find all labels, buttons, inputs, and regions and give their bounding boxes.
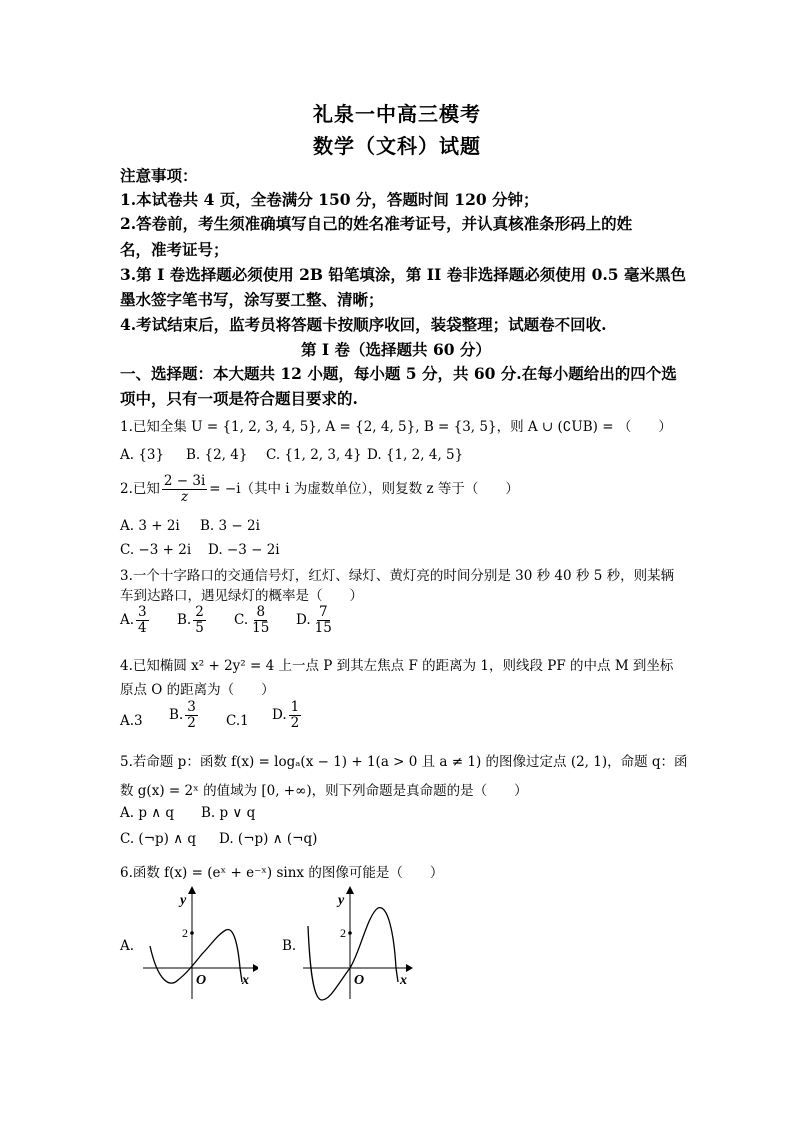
tick-label: 2	[182, 926, 188, 940]
notice-item-1: 1.本试卷共 4 页，全卷满分 150 分，答题时间 120 分钟；	[120, 190, 539, 209]
q5-option-b: B. p ∨ q	[201, 805, 256, 821]
x-label: x	[400, 973, 407, 988]
notice-item-3a: 3.第 I 卷选择题必须使用 2B 铅笔填涂，第 II 卷非选择题必须使用 0.5 毫米黑色	[120, 265, 686, 284]
q1-option-c: C. {1, 2, 3, 4}	[266, 447, 362, 463]
section1-line-a: 一、选择题：本大题共 12 小题，每小题 5 分，共 60 分.在每小题给出的四个选	[120, 364, 677, 383]
y-axis-arrow	[188, 886, 196, 894]
exam-subtitle: 数学（文科）试题	[313, 134, 481, 158]
notice-item-4: 4.考试结束后，监考员将答题卡按顺序收回，装袋整理；试题卷不回收.	[120, 315, 607, 334]
notice-item-2b: 名，准考证号；	[120, 240, 229, 259]
q5-option-a: A. p ∧ q	[120, 805, 175, 821]
q6-stem: 6.函数 f(x) = (eˣ + e⁻ˣ) sinx 的图像可能是（ ）	[120, 865, 444, 881]
q1-option-b: B. {2, 4}	[186, 447, 248, 463]
x-axis-arrow	[406, 964, 413, 972]
q4-stem-b: 原点 O 的距离为（ ）	[120, 682, 275, 698]
q2-option-a: A. 3 + 2i	[120, 518, 180, 534]
tick-point	[348, 931, 352, 935]
notice-heading: 注意事项：	[120, 166, 198, 185]
q4-option-d	[272, 700, 303, 731]
q3-option-c	[234, 605, 273, 636]
q6-graph-a	[138, 884, 258, 1004]
q3-c-label: C.	[234, 611, 249, 628]
tick-label: 2	[340, 926, 346, 940]
origin-label: O	[196, 973, 207, 988]
x-axis-arrow	[253, 964, 258, 972]
exam-title: 礼泉一中高三模考	[313, 102, 481, 126]
q2-stem	[120, 474, 519, 505]
q3-option-a	[120, 605, 151, 636]
y-label: y	[338, 893, 345, 908]
section1-line-b: 项中，只有一项是符合题目要求的.	[120, 389, 358, 408]
q5-stem-a: 5.若命题 p：函数 f(x) = logₐ(x − 1) + 1(a > 0 且 a ≠ 1) 的图像过定点 (2, 1)，命题 q：函	[120, 754, 688, 770]
q4-option-c: C.1	[226, 713, 249, 729]
q1-option-d: D. {1, 2, 4, 5}	[367, 447, 464, 463]
q2-option-d: D. −3 − 2i	[208, 542, 280, 558]
q1-stem: 1.已知全集 U = {1, 2, 3, 4, 5}, A = {2, 4, 5}, B = {3, 5}，则 A ∪ (∁UB) = （ ）	[120, 419, 672, 435]
q6-option-b-label: B.	[282, 938, 297, 954]
q4-stem-a: 4.已知椭圆 x² + 2y² = 4 上一点 P 到其左焦点 F 的距离为 1，则线段 PF 的中点 M 到坐标	[120, 658, 674, 674]
y-axis-arrow	[346, 886, 354, 894]
q3-stem-a: 3.一个十字路口的交通信号灯，红灯、绿灯、黄灯亮的时间分别是 30 秒 40 秒 5 秒，则某辆	[120, 568, 675, 584]
q3-option-b	[177, 605, 208, 636]
q4-option-a: A.3	[120, 713, 143, 729]
q3-c-num: 8	[256, 604, 266, 620]
notice-item-2a: 2.答卷前，考生须准确填写自己的姓名准考证号，并认真核准条形码上的姓	[120, 214, 633, 233]
q4-option-b	[169, 700, 200, 731]
part1-title: 第 I 卷（选择题共 60 分）	[301, 340, 491, 359]
q6-option-a-label: A.	[120, 938, 135, 954]
q2-suffix: = −i（其中 i 为虚数单位），则复数 z 等于（ ）	[209, 480, 519, 497]
q4-d-num: 1	[290, 699, 300, 715]
q3-d-num: 7	[318, 604, 328, 620]
origin-label: O	[354, 973, 365, 988]
q4-b-num: 3	[187, 699, 196, 715]
q3-c-den: 15	[252, 619, 270, 636]
q2-denominator: z	[181, 488, 189, 505]
q2-numerator: 2 − 3i	[163, 473, 206, 489]
q2-option-b: B. 3 − 2i	[200, 518, 260, 534]
q2-prefix: 2.已知	[120, 480, 160, 497]
curve-b	[308, 908, 398, 1000]
notice-item-3b: 墨水签字笔书写，涂写要工整、清晰；	[120, 290, 384, 309]
q6-graph-b	[298, 884, 418, 1004]
tick-point	[190, 931, 194, 935]
q3-b-den: 5	[195, 619, 204, 636]
q3-d-den: 15	[314, 619, 332, 636]
q3-stem-b: 车到达路口，遇见绿灯的概率是（ ）	[120, 588, 363, 604]
q4-b-label: B.	[169, 706, 184, 723]
q5-option-c: C. (¬p) ∧ q	[120, 831, 197, 847]
q2-fraction	[162, 474, 207, 505]
x-label: x	[242, 973, 249, 988]
q3-d-label: D.	[296, 611, 311, 628]
q3-a-label: A.	[120, 611, 135, 628]
q5-option-d: D. (¬p) ∧ (¬q)	[219, 831, 318, 847]
q3-b-num: 2	[195, 604, 204, 620]
q4-d-label: D.	[272, 706, 287, 723]
q4-d-den: 2	[290, 714, 300, 731]
q1-option-a: A. {3}	[120, 447, 165, 463]
q2-option-c: C. −3 + 2i	[120, 542, 192, 558]
q3-b-label: B.	[177, 611, 192, 628]
y-label: y	[180, 893, 187, 908]
q3-option-d	[296, 605, 336, 636]
q3-a-den: 4	[138, 619, 147, 636]
q5-stem-b: 数 g(x) = 2ˣ 的值域为 [0, +∞)，则下列命题是真命题的是（ ）	[120, 783, 528, 799]
q4-b-den: 2	[187, 714, 196, 731]
q3-a-num: 3	[138, 604, 147, 620]
